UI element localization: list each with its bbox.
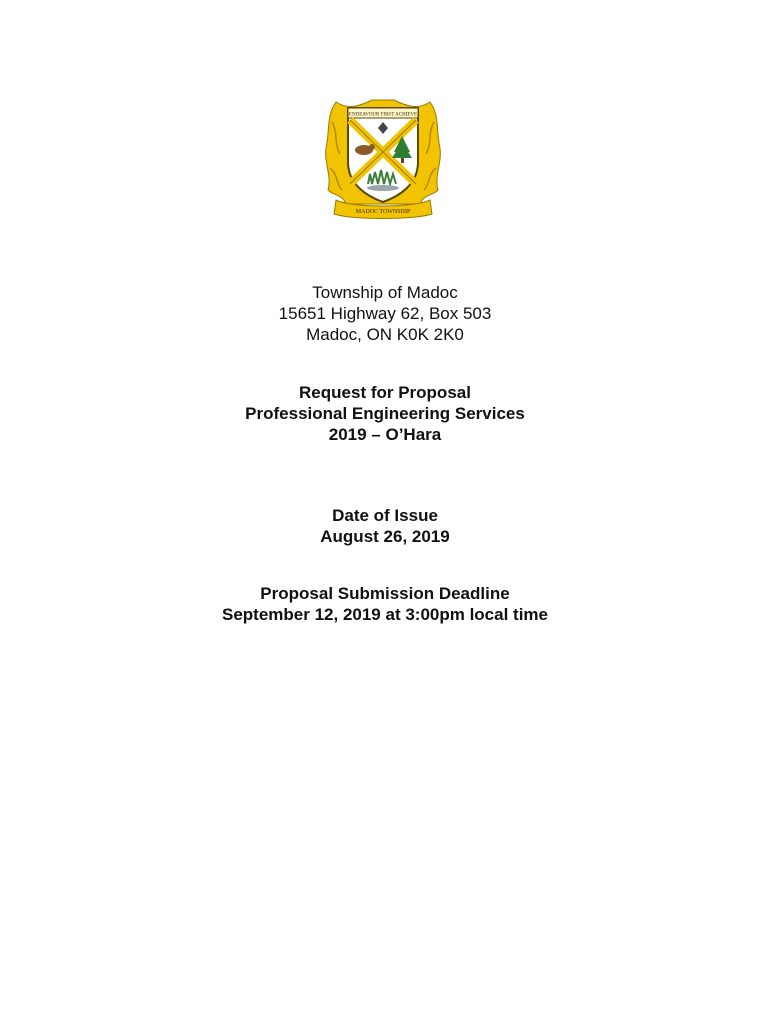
rfp-title: Request for Proposal [299, 383, 471, 402]
rfp-project: 2019 – O’Hara [328, 425, 442, 444]
issue-date-value: August 26, 2019 [320, 527, 450, 546]
issue-date-block [0, 505, 770, 547]
crest-banner: MADOC TOWNSHIP [355, 209, 411, 215]
deadline-value: September 12, 2019 at 3:00pm local time [222, 605, 548, 624]
deadline-block [0, 583, 770, 625]
madoc-township-crest [322, 92, 444, 222]
issue-date-label: Date of Issue [332, 506, 438, 525]
rfp-subtitle: Professional Engineering Services [245, 404, 525, 423]
city-postal: Madoc, ON K0K 2K0 [306, 325, 464, 344]
deadline-label: Proposal Submission Deadline [260, 584, 510, 603]
rfp-title-block [0, 382, 770, 445]
crest-motto: ENDEAVOUR FIRST ACHIEVE [348, 112, 418, 118]
township-name: Township of Madoc [312, 283, 458, 302]
street-address: 15651 Highway 62, Box 503 [278, 304, 492, 323]
address-block [0, 282, 770, 345]
